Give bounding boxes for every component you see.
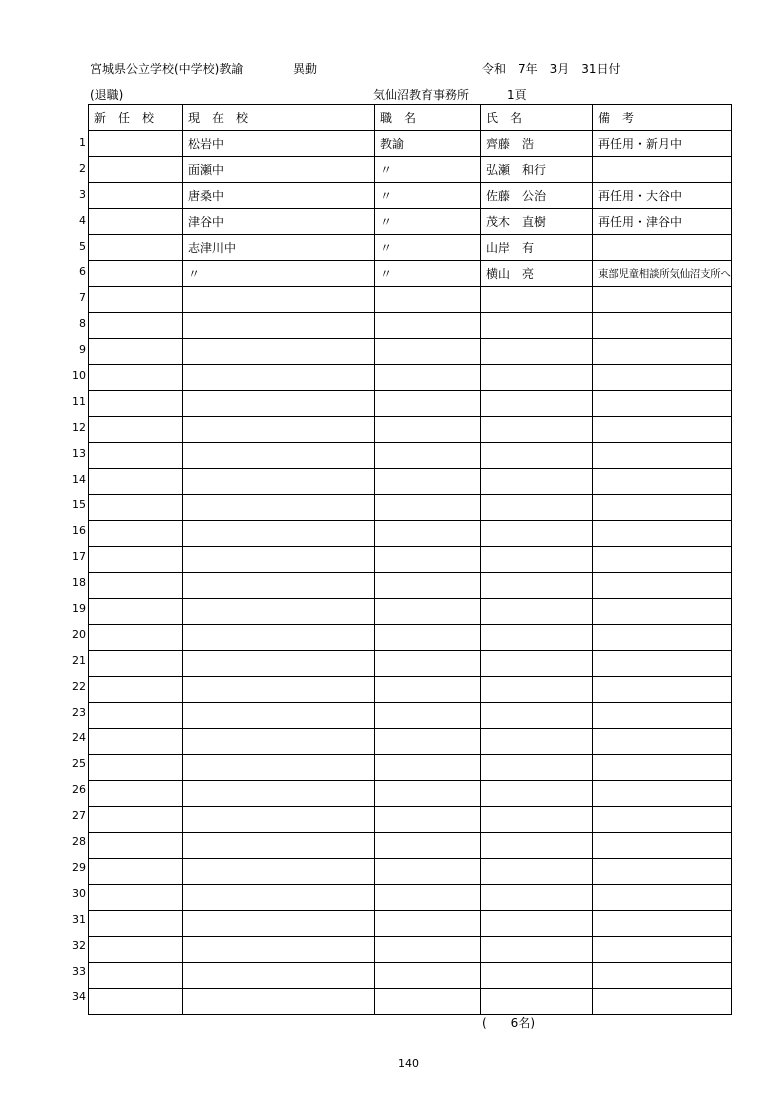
document-title: 宮城県公立学校(中学校)教諭 xyxy=(90,62,244,76)
table-row xyxy=(89,209,732,235)
table-row xyxy=(89,339,732,365)
cell-remarks xyxy=(593,781,732,807)
cell-new-school xyxy=(89,391,183,417)
cell-current-school: 津谷中 xyxy=(183,209,375,235)
cell-new-school xyxy=(89,183,183,209)
cell-position xyxy=(375,963,481,989)
row-number: 11 xyxy=(72,394,86,408)
cell-name xyxy=(481,495,593,521)
effective-date: 令和 7年 3月 31日付 xyxy=(482,62,621,76)
cell-name: 横山 亮 xyxy=(481,261,593,287)
cell-remarks xyxy=(593,599,732,625)
total-count: ( 6名) xyxy=(482,1016,535,1030)
cell-remarks xyxy=(593,963,732,989)
row-number: 10 xyxy=(72,369,86,383)
cell-position xyxy=(375,677,481,703)
cell-current-school xyxy=(183,313,375,339)
cell-current-school xyxy=(183,677,375,703)
cell-current-school xyxy=(183,989,375,1015)
cell-position xyxy=(375,417,481,443)
cell-new-school xyxy=(89,833,183,859)
table-row xyxy=(89,755,732,781)
table-row xyxy=(89,963,732,989)
cell-name xyxy=(481,287,593,313)
row-number-column xyxy=(58,130,86,1010)
cell-name xyxy=(481,833,593,859)
cell-new-school xyxy=(89,729,183,755)
cell-name: 佐藤 公治 xyxy=(481,183,593,209)
table-row xyxy=(89,547,732,573)
cell-name xyxy=(481,963,593,989)
row-number: 14 xyxy=(72,472,86,486)
table-row xyxy=(89,521,732,547)
cell-current-school: 面瀬中 xyxy=(183,157,375,183)
cell-new-school xyxy=(89,339,183,365)
cell-new-school xyxy=(89,547,183,573)
cell-remarks xyxy=(593,729,732,755)
cell-new-school xyxy=(89,521,183,547)
cell-remarks xyxy=(593,989,732,1015)
table-row xyxy=(89,365,732,391)
table-row xyxy=(89,469,732,495)
cell-current-school xyxy=(183,495,375,521)
cell-remarks xyxy=(593,547,732,573)
table-row xyxy=(89,989,732,1015)
cell-remarks xyxy=(593,469,732,495)
cell-name: 山岸 有 xyxy=(481,235,593,261)
change-type-label: 異動 xyxy=(293,62,318,76)
cell-current-school xyxy=(183,859,375,885)
cell-name xyxy=(481,885,593,911)
cell-name xyxy=(481,703,593,729)
table-row xyxy=(89,781,732,807)
cell-current-school xyxy=(183,729,375,755)
cell-name xyxy=(481,911,593,937)
category-label: (退職) xyxy=(90,88,124,102)
cell-current-school xyxy=(183,599,375,625)
cell-current-school xyxy=(183,365,375,391)
cell-name xyxy=(481,391,593,417)
cell-new-school xyxy=(89,703,183,729)
table-row xyxy=(89,443,732,469)
table-row xyxy=(89,157,732,183)
row-number: 1 xyxy=(79,136,86,149)
cell-current-school: 〃 xyxy=(183,261,375,287)
cell-current-school xyxy=(183,521,375,547)
cell-remarks xyxy=(593,677,732,703)
table-row xyxy=(89,833,732,859)
table-row xyxy=(89,183,732,209)
row-number: 29 xyxy=(72,860,86,874)
row-number: 16 xyxy=(72,524,86,538)
cell-new-school xyxy=(89,755,183,781)
table-row xyxy=(89,703,732,729)
cell-new-school xyxy=(89,963,183,989)
cell-current-school xyxy=(183,937,375,963)
cell-current-school xyxy=(183,547,375,573)
cell-remarks xyxy=(593,573,732,599)
column-header-current-school: 現 在 校 xyxy=(183,105,375,131)
cell-position xyxy=(375,443,481,469)
cell-current-school xyxy=(183,391,375,417)
page-label: 1頁 xyxy=(507,88,527,102)
cell-current-school: 志津川中 xyxy=(183,235,375,261)
row-number: 4 xyxy=(79,213,86,227)
cell-position xyxy=(375,729,481,755)
cell-new-school xyxy=(89,495,183,521)
cell-current-school xyxy=(183,963,375,989)
row-number: 5 xyxy=(79,239,86,253)
table-row xyxy=(89,859,732,885)
cell-remarks: 東部児童相談所気仙沼支所へ xyxy=(593,261,732,287)
cell-new-school xyxy=(89,937,183,963)
row-number: 20 xyxy=(72,627,86,641)
cell-current-school xyxy=(183,417,375,443)
cell-new-school xyxy=(89,911,183,937)
cell-new-school xyxy=(89,573,183,599)
personnel-table xyxy=(88,104,732,1015)
cell-remarks xyxy=(593,911,732,937)
row-number: 13 xyxy=(72,446,86,460)
cell-remarks: 再任用・新月中 xyxy=(593,131,732,157)
cell-position xyxy=(375,755,481,781)
cell-new-school xyxy=(89,469,183,495)
table-row xyxy=(89,287,732,313)
cell-new-school xyxy=(89,807,183,833)
column-header-name: 氏 名 xyxy=(481,105,593,131)
row-number: 32 xyxy=(72,938,86,952)
row-number: 17 xyxy=(72,550,86,564)
cell-new-school xyxy=(89,781,183,807)
table-row xyxy=(89,261,732,287)
page-number: 140 xyxy=(398,1057,419,1070)
table-row xyxy=(89,885,732,911)
cell-remarks xyxy=(593,443,732,469)
cell-new-school xyxy=(89,261,183,287)
cell-new-school xyxy=(89,859,183,885)
column-header-remarks: 備 考 xyxy=(593,105,732,131)
cell-position xyxy=(375,911,481,937)
cell-current-school xyxy=(183,911,375,937)
cell-current-school xyxy=(183,833,375,859)
cell-new-school xyxy=(89,157,183,183)
row-number: 21 xyxy=(72,653,86,667)
row-number: 12 xyxy=(72,420,86,434)
cell-remarks: 再任用・津谷中 xyxy=(593,209,732,235)
table-row xyxy=(89,911,732,937)
cell-name: 茂木 直樹 xyxy=(481,209,593,235)
row-number: 18 xyxy=(72,576,86,590)
table-row xyxy=(89,417,732,443)
cell-position: 〃 xyxy=(375,261,481,287)
cell-remarks xyxy=(593,391,732,417)
table-row xyxy=(89,677,732,703)
cell-current-school: 唐桑中 xyxy=(183,183,375,209)
column-header-position: 職 名 xyxy=(375,105,481,131)
cell-position xyxy=(375,937,481,963)
office-name: 気仙沼教育事務所 xyxy=(373,88,470,102)
cell-new-school xyxy=(89,989,183,1015)
cell-new-school xyxy=(89,443,183,469)
cell-remarks xyxy=(593,313,732,339)
cell-position: 〃 xyxy=(375,183,481,209)
cell-remarks xyxy=(593,807,732,833)
cell-name xyxy=(481,443,593,469)
cell-new-school xyxy=(89,365,183,391)
cell-position xyxy=(375,313,481,339)
row-number: 15 xyxy=(72,498,86,512)
cell-remarks xyxy=(593,365,732,391)
cell-current-school xyxy=(183,625,375,651)
row-number: 24 xyxy=(72,731,86,745)
table-row xyxy=(89,313,732,339)
cell-new-school xyxy=(89,131,183,157)
row-number: 25 xyxy=(72,757,86,771)
cell-name xyxy=(481,729,593,755)
cell-current-school xyxy=(183,885,375,911)
cell-position xyxy=(375,859,481,885)
row-number: 30 xyxy=(72,886,86,900)
cell-position xyxy=(375,651,481,677)
cell-new-school xyxy=(89,235,183,261)
cell-current-school xyxy=(183,755,375,781)
cell-name xyxy=(481,547,593,573)
table-row xyxy=(89,235,732,261)
cell-current-school xyxy=(183,781,375,807)
cell-name xyxy=(481,651,593,677)
table-header-row xyxy=(89,105,732,131)
cell-remarks xyxy=(593,521,732,547)
cell-position xyxy=(375,547,481,573)
cell-new-school xyxy=(89,885,183,911)
row-number: 7 xyxy=(79,291,86,305)
cell-position xyxy=(375,599,481,625)
cell-name xyxy=(481,365,593,391)
cell-remarks xyxy=(593,703,732,729)
cell-remarks xyxy=(593,625,732,651)
cell-current-school: 松岩中 xyxy=(183,131,375,157)
row-number: 27 xyxy=(72,809,86,823)
cell-remarks: 再任用・大谷中 xyxy=(593,183,732,209)
cell-name xyxy=(481,677,593,703)
cell-new-school xyxy=(89,287,183,313)
cell-name xyxy=(481,807,593,833)
column-header-new-school: 新 任 校 xyxy=(89,105,183,131)
cell-remarks xyxy=(593,651,732,677)
cell-new-school xyxy=(89,651,183,677)
row-number: 33 xyxy=(72,964,86,978)
table-row xyxy=(89,651,732,677)
row-number: 8 xyxy=(79,317,86,331)
table-row xyxy=(89,937,732,963)
cell-remarks xyxy=(593,833,732,859)
row-number: 3 xyxy=(79,187,86,201)
cell-name: 齊藤 浩 xyxy=(481,131,593,157)
cell-position: 教諭 xyxy=(375,131,481,157)
cell-position xyxy=(375,287,481,313)
cell-name xyxy=(481,937,593,963)
cell-current-school xyxy=(183,573,375,599)
cell-current-school xyxy=(183,703,375,729)
row-number: 28 xyxy=(72,835,86,849)
cell-remarks xyxy=(593,157,732,183)
cell-name xyxy=(481,469,593,495)
cell-position xyxy=(375,339,481,365)
cell-remarks xyxy=(593,755,732,781)
cell-name xyxy=(481,859,593,885)
cell-current-school xyxy=(183,287,375,313)
cell-remarks xyxy=(593,339,732,365)
cell-new-school xyxy=(89,417,183,443)
cell-remarks xyxy=(593,287,732,313)
table-row xyxy=(89,573,732,599)
cell-remarks xyxy=(593,417,732,443)
cell-position: 〃 xyxy=(375,235,481,261)
row-number: 6 xyxy=(79,265,86,279)
cell-name xyxy=(481,781,593,807)
cell-remarks xyxy=(593,885,732,911)
table-row xyxy=(89,131,732,157)
cell-name: 弘瀬 和行 xyxy=(481,157,593,183)
cell-new-school xyxy=(89,599,183,625)
cell-position xyxy=(375,521,481,547)
cell-position xyxy=(375,989,481,1015)
cell-position xyxy=(375,365,481,391)
cell-position: 〃 xyxy=(375,157,481,183)
cell-position xyxy=(375,703,481,729)
cell-position xyxy=(375,573,481,599)
cell-name xyxy=(481,625,593,651)
cell-remarks xyxy=(593,495,732,521)
cell-current-school xyxy=(183,443,375,469)
row-number: 31 xyxy=(72,912,86,926)
cell-new-school xyxy=(89,313,183,339)
cell-position xyxy=(375,807,481,833)
table-row xyxy=(89,729,732,755)
cell-new-school xyxy=(89,625,183,651)
cell-current-school xyxy=(183,469,375,495)
cell-position xyxy=(375,391,481,417)
cell-position xyxy=(375,495,481,521)
cell-name xyxy=(481,755,593,781)
cell-name xyxy=(481,339,593,365)
table-row xyxy=(89,495,732,521)
cell-name xyxy=(481,989,593,1015)
row-number: 19 xyxy=(72,602,86,616)
table-row xyxy=(89,391,732,417)
table-row xyxy=(89,807,732,833)
cell-position xyxy=(375,833,481,859)
row-number: 23 xyxy=(72,705,86,719)
table-body xyxy=(89,131,732,1015)
cell-position xyxy=(375,885,481,911)
table-row xyxy=(89,599,732,625)
row-number: 2 xyxy=(79,161,86,175)
row-number: 34 xyxy=(72,990,86,1004)
cell-current-school xyxy=(183,339,375,365)
cell-position xyxy=(375,469,481,495)
cell-new-school xyxy=(89,209,183,235)
cell-name xyxy=(481,573,593,599)
row-number: 9 xyxy=(79,343,86,357)
cell-name xyxy=(481,417,593,443)
cell-position: 〃 xyxy=(375,209,481,235)
cell-current-school xyxy=(183,807,375,833)
table-row xyxy=(89,625,732,651)
row-number: 26 xyxy=(72,783,86,797)
cell-new-school xyxy=(89,677,183,703)
cell-name xyxy=(481,313,593,339)
cell-name xyxy=(481,521,593,547)
cell-remarks xyxy=(593,937,732,963)
cell-remarks xyxy=(593,235,732,261)
cell-current-school xyxy=(183,651,375,677)
cell-remarks xyxy=(593,859,732,885)
row-number: 22 xyxy=(72,679,86,693)
cell-position xyxy=(375,625,481,651)
cell-name xyxy=(481,599,593,625)
cell-position xyxy=(375,781,481,807)
